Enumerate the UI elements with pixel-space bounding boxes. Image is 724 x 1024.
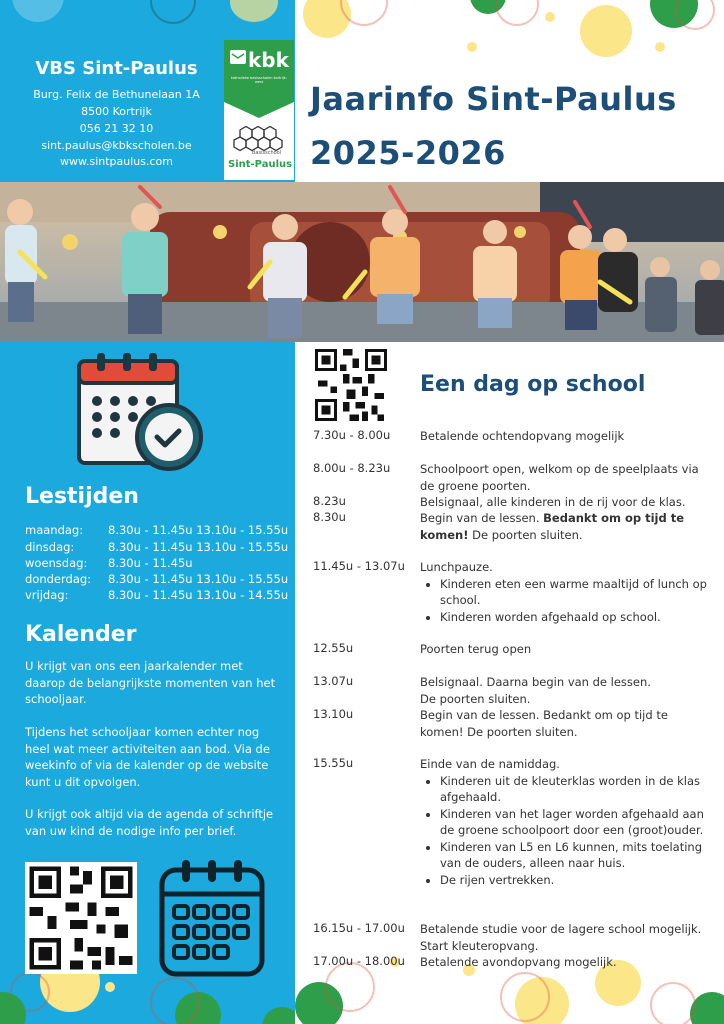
schedule-text: Einde van de namiddag. [420, 757, 560, 771]
day-heading: Een dag op school [420, 372, 646, 397]
lestijden-heading: Lestijden [25, 484, 139, 509]
lestijden-times: 8.30u - 11.45u 13.10u - 14.55u [108, 588, 289, 602]
school-website[interactable]: www.sintpaulus.com [60, 155, 173, 168]
list-item: • Kinderen worden afgehaald op school. [440, 609, 710, 626]
school-address-street: Burg. Felix de Bethunelaan 1A [33, 88, 200, 101]
schedule-list [420, 576, 710, 626]
lestijden-day: vrijdag: [25, 588, 69, 602]
schedule-description [420, 674, 710, 707]
schedule-description: Betalende studie voor de lagere school mogelijk. Start kleuteropvang. [420, 922, 702, 953]
schedule-description: Belsignaal, alle kinderen in de rij voor de klas. [420, 495, 686, 509]
calendar-clock-icon [75, 353, 205, 473]
schedule-time: 13.07u [313, 674, 354, 688]
schedule-time: 7.30u - 8.00u [313, 428, 391, 442]
kbk-logo-text: kbk [248, 48, 289, 72]
schedule-description: Schoolpoort open, welkom op de speelplaats via de groene poorten. [420, 462, 699, 493]
list-item: • Kinderen van L5 en L6 kunnen, mits toelating van de ouders, alleen naar huis. [440, 839, 710, 872]
kbk-logo-subtitle: katholieke basisscholen kortrijk-west [230, 76, 288, 84]
schedule-time: 11.45u - 13.07u [313, 559, 405, 573]
school-email[interactable]: sint.paulus@kbkscholen.be [41, 139, 192, 152]
schedule-text: De poorten sluiten. [468, 527, 583, 542]
list-item: • Kinderen uit de kleuterklas worden in de klas afgehaald. [440, 773, 710, 806]
schedule-time: 12.55u [313, 641, 354, 655]
lestijden-day: maandag: [25, 523, 84, 537]
schedule-emphasis: Bedankt om op tijd te komen! [420, 511, 685, 542]
school-name: VBS Sint-Paulus [35, 58, 198, 79]
schedule-description: Begin van de lessen. Bedankt om op tijd te komen! De poorten sluiten. [420, 708, 668, 739]
lestijden-day: dinsdag: [25, 540, 75, 554]
list-item: • Kinderen van het lager worden afgehaald aan de groene schoolpoort door een (groot)ouder. [440, 806, 710, 839]
schedule-text: Belsignaal. Daarna begin van de lessen. [420, 675, 651, 689]
kalender-paragraph: Tijdens het schooljaar komen echter nog heel wat meer activiteiten aan bod. Via de weekinfo of via de kalender op de website kunt u dit opvolgen. [25, 725, 270, 789]
kalender-paragraph: U krijgt van ons een jaarkalender met daarop de belangrijkste momenten van het schooljaar. [25, 659, 276, 706]
qr-code-icon[interactable] [312, 346, 390, 424]
page-title-line1: Jaarinfo Sint-Paulus [310, 80, 677, 118]
schedule-time: 8.30u [313, 510, 346, 524]
schedule-text: De poorten sluiten. [420, 691, 531, 706]
lestijden-times: 8.30u - 11.45u [108, 556, 193, 570]
schedule-list [420, 773, 710, 889]
schedule-time: 13.10u [313, 707, 354, 721]
calendar-icon [158, 860, 268, 980]
sp-logo-small-label: Basisschool [252, 150, 282, 156]
schedule-description [420, 559, 710, 625]
schedule-description: Betalende ochtendopvang mogelijk [420, 429, 625, 443]
schedule-time: 17.00u - 18.00u [313, 954, 405, 968]
lestijden-day: woensdag: [25, 556, 88, 570]
schedule-time: 8.00u - 8.23u [313, 461, 391, 475]
school-address-city: 8500 Kortrijk [81, 105, 152, 118]
schedule-text: Lunchpauze. [420, 560, 493, 574]
lestijden-times: 8.30u - 11.45u 13.10u - 15.55u [108, 540, 289, 554]
sp-logo-label: Sint-Paulus [228, 159, 293, 170]
school-phone: 056 21 32 10 [79, 122, 154, 135]
list-item: • De rijen vertrekken. [440, 872, 710, 889]
schedule-description [420, 510, 710, 543]
schedule-time: 15.55u [313, 756, 354, 770]
kalender-paragraph: U krijgt ook altijd via de agenda of schriftje van uw kind de nodige info per brief. [25, 807, 274, 838]
qr-code-icon[interactable] [25, 862, 137, 974]
schedule-description [420, 756, 710, 888]
header-photo [0, 182, 724, 342]
list-item: • Kinderen eten een warme maaltijd of lunch op school. [440, 576, 710, 609]
lestijden-times: 8.30u - 11.45u 13.10u - 15.55u [108, 572, 289, 586]
schedule-time: 8.23u [313, 494, 346, 508]
lestijden-times: 8.30u - 11.45u 13.10u - 15.55u [108, 523, 289, 537]
kalender-heading: Kalender [25, 622, 137, 647]
page-title-line2: 2025-2026 [310, 134, 506, 172]
schedule-description: Betalende avondopvang mogelijk. [420, 955, 617, 969]
lestijden-day: donderdag: [25, 572, 92, 586]
schedule-description: Poorten terug open [420, 642, 532, 656]
schedule-text: Begin van de lessen. [420, 511, 544, 525]
schedule-time: 16.15u - 17.00u [313, 921, 405, 935]
